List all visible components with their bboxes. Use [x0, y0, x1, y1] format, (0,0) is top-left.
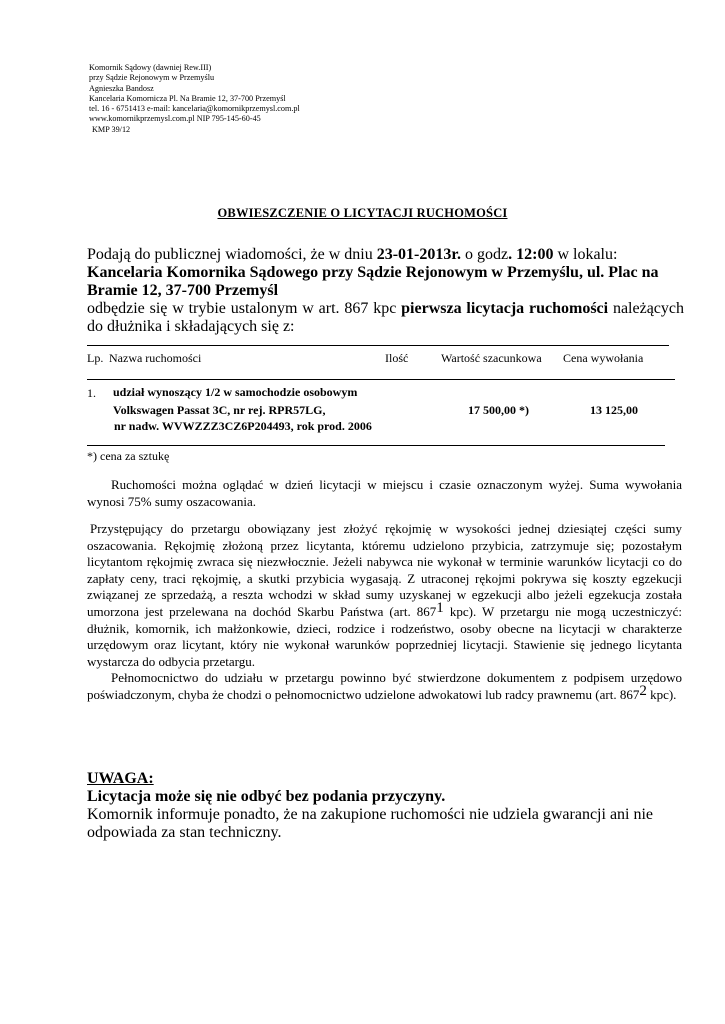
header-lp: Lp. [87, 351, 104, 365]
deposit-paragraph [87, 521, 682, 704]
table-header-rule [87, 379, 675, 380]
letterhead-line: Komornik Sądowy (dawniej Rew.III) [89, 63, 212, 72]
paragraph-text [87, 521, 682, 670]
row-lp: 1. [87, 386, 96, 400]
paragraph-part: Pełnomocnictwo do udziału w przetargu powinno być stwierdzone dokumentem z podpisem urzędowo poświadczonym, chyba że chodzi o pełnomocnictwo udzielone adwokatowi lub radcy prawnemu (art. 867 [87, 670, 682, 702]
table-bottom-rule [87, 445, 665, 446]
paragraph-part: kpc). W przetargu nie mogą uczestniczyć: dłużnik, komornik, ich małżonkowie, dzieci, rodzice i rodzeństwo, osoby obecne na licytacji w charakterze urzędowym oraz licytant, który nie wykonał warunków poprzedniej licytacji. Stawienie się jednego licytanta wystarcza do odbycia przetargu. [87, 603, 683, 669]
article-superscript: 2 [639, 682, 647, 699]
letterhead-line: tel. 16 - 6751413 e-mail: kancelaria@komornikprzemysl.com.pl [89, 104, 300, 114]
item-value: 17 500,00 *) [468, 403, 529, 417]
header-name: Nazwa ruchomości [109, 351, 202, 365]
letterhead-line: www.komornikprzemysl.com.pl NIP 795-145-60-45 [89, 114, 261, 124]
mode-text: należących do dłużnika i składających się z: [87, 300, 685, 335]
item-price: 13 125,00 [590, 403, 638, 417]
intro-text: o godz [461, 246, 509, 263]
article-superscript: 1 [436, 599, 444, 616]
viewing-paragraph [87, 477, 682, 510]
paragraph-part: kpc). [646, 686, 677, 702]
header-price: Cena wywołania [563, 351, 644, 365]
item-name-line: nr nadw. WVWZZZ3CZ6P204493, rok prod. 2006 [114, 419, 372, 433]
notice-title: UWAGA: [87, 770, 154, 787]
notice-bold-line: Licytacja może się nie odbyć bez podania przyczyny. [87, 788, 446, 805]
footnote: *) cena za sztukę [87, 449, 170, 463]
intro-text: Podają do publicznej wiadomości, że w dniu [87, 246, 377, 263]
item-name-line: Volkswagen Passat 3C, nr rej. RPR57LG, [113, 403, 326, 417]
auction-time: . 12:00 [508, 246, 554, 263]
auction-date: 23-01-2013r. [376, 246, 462, 263]
item-name-line: udział wynoszący 1/2 w samochodzie osobowym [113, 385, 358, 399]
announcement [87, 246, 684, 336]
paragraph-text: Ruchomości można oglądać w dzień licytacji w miejscu i czasie oznaczonym wyżej. Suma wywołania wynosi 75% sumy oszacowania. [87, 477, 682, 509]
auction-place: Kancelaria Komornika Sądowego przy Sądzie Rejonowym w Przemyślu, ul. Plac na Bramie 12, 37-700 Przemyśl [87, 264, 659, 299]
auction-mode [87, 300, 684, 336]
announcement-date-line [87, 246, 684, 264]
table-top-rule [87, 345, 669, 346]
notice-block [87, 770, 687, 842]
document-title: OBWIESZCZENIE O LICYTACJI RUCHOMOŚCI [217, 206, 508, 220]
mode-highlight: pierwsza licytacja ruchomości [401, 300, 609, 317]
intro-text: w lokalu: [553, 246, 618, 263]
letterhead-line: przy Sądzie Rejonowym w Przemyślu [89, 73, 215, 83]
mode-text: odbędzie się w trybie ustalonym w art. 867 kpc [87, 300, 402, 317]
header-value: Wartość szacunkowa [441, 351, 542, 365]
case-number: KMP 39/12 [92, 124, 131, 134]
header-qty: Ilość [385, 351, 409, 365]
bailiff-letterhead [89, 63, 300, 135]
paragraph-part: Przystępujący do przetargu obowiązany jest złożyć rękojmię w wysokości jednej dziesiątej części sumy oszacowania. Rękojmię złożoną przez licytanta, któremu udzielono przybicia, zatrzymuje się; pozostałym licytantom rękojmię zwraca się niezwłocznie. Jeżeli nabywca nie wykonał w terminie warunków licytacji co do zapłaty ceny, traci rękojmię, a skutki przybicia wygasają. Z utraconej rękojmi pokrywa się koszty egzekucji związanej ze sprzedażą, a reszta wchodzi w skład sumy uzyskanej w egzekucji albo jeżeli egzekucja została umorzona jest przelewana na dochód Skarbu Państwa (art. 867 [87, 521, 682, 619]
proxy-paragraph [87, 670, 682, 703]
letterhead-line: Kancelaria Komornicza Pl. Na Bramie 12, 37-700 Przemyśl [89, 93, 286, 103]
notice-text: Komornik informuje ponadto, że na zakupione ruchomości nie udziela gwarancji ani nie odpowiada za stan techniczny. [87, 806, 654, 841]
letterhead-line: Agnieszka Bandosz [89, 83, 154, 93]
